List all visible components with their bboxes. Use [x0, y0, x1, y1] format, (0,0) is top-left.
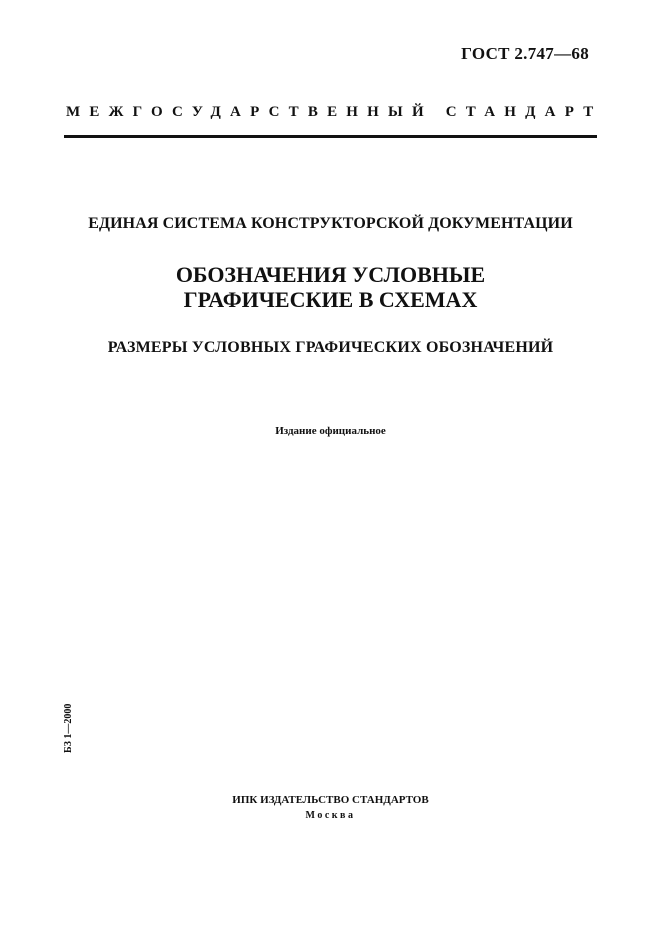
edition-note: Издание официальное	[275, 425, 386, 437]
main-title	[0, 262, 661, 312]
system-title: ЕДИНАЯ СИСТЕМА КОНСТРУКТОРСКОЙ ДОКУМЕНТАЦИИ	[88, 215, 573, 232]
publisher-city: Москва	[305, 810, 356, 821]
interstate-standard-label: МЕЖГОСУДАРСТВЕННЫЙ СТАНДАРТ	[66, 104, 603, 120]
side-catalog-code: БЗ 1—2000	[63, 703, 74, 753]
main-title-line-2: ГРАФИЧЕСКИЕ В СХЕМАХ	[183, 287, 478, 312]
standard-number: ГОСТ 2.747—68	[461, 44, 589, 63]
sub-title: РАЗМЕРЫ УСЛОВНЫХ ГРАФИЧЕСКИХ ОБОЗНАЧЕНИЙ	[107, 339, 554, 356]
publisher-name: ИПК ИЗДАТЕЛЬСТВО СТАНДАРТОВ	[232, 794, 429, 806]
header-rule	[64, 135, 597, 138]
main-title-line-1: ОБОЗНАЧЕНИЯ УСЛОВНЫЕ	[175, 262, 486, 287]
